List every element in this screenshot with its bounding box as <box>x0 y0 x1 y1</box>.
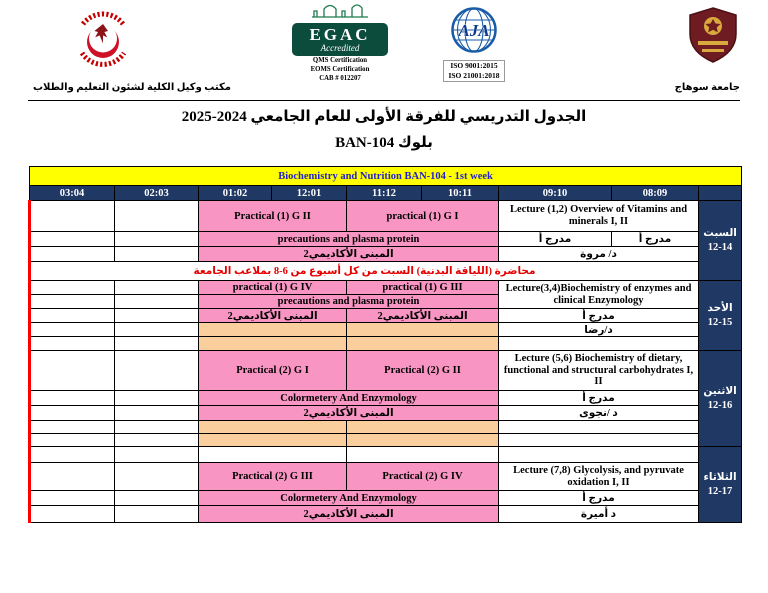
cell-practical: Practical (2) G IV <box>347 463 499 491</box>
cell-lecture: Lecture (7,8) Glycolysis, and pyruvate oxidation I, II <box>499 463 699 491</box>
table-title: Biochemistry and Nutrition BAN-104 - 1st week <box>30 167 742 186</box>
time-header-cell: 08:09 <box>612 186 699 201</box>
cell-empty <box>499 434 699 447</box>
aja-certification-block <box>424 6 524 83</box>
time-header-cell: 01:02 <box>199 186 272 201</box>
cell-empty <box>30 491 115 506</box>
day-date: 12-16 <box>707 399 733 411</box>
cell-practical: practical (1) G III <box>347 281 499 295</box>
egac-cert-line: QMS Certification <box>312 57 368 64</box>
time-header-cell: 10:11 <box>422 186 499 201</box>
university-logo <box>686 6 740 69</box>
cell-hall: مدرج أ <box>499 309 699 323</box>
cell-empty <box>30 201 115 232</box>
cell-empty <box>30 337 115 351</box>
cell-reserved <box>347 337 499 351</box>
cell-lecture: Lecture(3,4)Biochemistry of enzymes and clinical Enzymology <box>499 281 699 309</box>
time-header-cell: 12:01 <box>272 186 347 201</box>
cell-empty <box>115 337 199 351</box>
cell-empty <box>115 201 199 232</box>
cell-lecturer: د /نجوى <box>499 406 699 421</box>
cell-empty <box>30 309 115 323</box>
cell-empty <box>347 447 499 463</box>
egac-accredited-label: Accredited <box>320 43 360 53</box>
cell-topic: precautions and plasma protein <box>199 295 499 309</box>
egac-wordmark: EGAC <box>309 25 371 44</box>
cell-empty <box>30 295 115 309</box>
cell-lecture: Lecture (5,6) Biochemistry of dietary, functional and structural carbohydrates I, II <box>499 351 699 391</box>
cell-practical: practical (1) G IV <box>199 281 347 295</box>
cell-empty <box>30 323 115 337</box>
cell-hall: مدرج أ <box>612 232 699 247</box>
cell-reserved <box>199 323 347 337</box>
cell-practical: Practical (2) G I <box>199 351 347 391</box>
day-name: السبت <box>703 227 737 239</box>
cell-empty <box>115 421 199 434</box>
cell-empty <box>499 421 699 434</box>
day-cell <box>699 351 742 447</box>
cell-empty <box>115 232 199 247</box>
cell-reserved <box>347 421 499 434</box>
cell-empty <box>30 247 115 262</box>
day-cell <box>699 447 742 523</box>
cell-reserved <box>199 421 347 434</box>
cell-lecturer: د/ مروة <box>499 247 699 262</box>
cell-hall: مدرج أ <box>499 232 612 247</box>
egac-cert-line: CAB # 012207 <box>319 74 361 82</box>
cell-lecturer: د أميرة <box>499 506 699 523</box>
cell-empty <box>499 337 699 351</box>
cell-building: المبنى الأكاديمي2 <box>199 309 347 323</box>
cell-hall: مدرج أ <box>499 391 699 406</box>
cell-empty <box>499 447 699 463</box>
cell-empty <box>115 434 199 447</box>
cell-empty <box>30 447 115 463</box>
cell-reserved <box>347 323 499 337</box>
cell-empty <box>115 281 199 295</box>
cell-building: المبنى الأكاديمي2 <box>199 406 499 421</box>
cell-course: Colormetery And Enzymology <box>199 491 499 506</box>
egac-mosque-icon <box>312 3 368 18</box>
day-cell <box>699 201 742 281</box>
cell-empty <box>115 447 199 463</box>
cell-empty <box>30 506 115 523</box>
cell-empty <box>115 295 199 309</box>
day-name: الثلاثاء <box>703 471 737 483</box>
cell-empty <box>115 506 199 523</box>
college-logo <box>74 6 132 73</box>
university-name-label: جامعة سوهاج <box>674 82 740 93</box>
time-header-cell: 09:10 <box>499 186 612 201</box>
cell-empty <box>115 491 199 506</box>
schedule-table <box>28 166 742 523</box>
day-date: 12-14 <box>707 241 733 253</box>
cell-lecture: Lecture (1,2) Overview of Vitamins and minerals I, II <box>499 201 699 232</box>
cell-empty <box>115 463 199 491</box>
cell-empty <box>199 447 347 463</box>
cell-course: Colormetery And Enzymology <box>199 391 499 406</box>
cell-empty <box>30 232 115 247</box>
iso-line: ISO 9001:2015 <box>450 61 498 70</box>
cell-practical: Practical (1) G II <box>199 201 347 232</box>
cell-empty <box>30 351 115 391</box>
cell-empty <box>115 406 199 421</box>
egac-accreditation-block <box>288 3 392 83</box>
cell-empty <box>115 247 199 262</box>
cell-reserved <box>347 434 499 447</box>
cell-hall: مدرج أ <box>499 491 699 506</box>
cell-empty <box>30 463 115 491</box>
day-cell <box>699 281 742 351</box>
cell-building: المبنى الأكاديمي2 <box>199 506 499 523</box>
cell-practical: practical (1) G I <box>347 201 499 232</box>
cell-practical: Practical (2) G III <box>199 463 347 491</box>
time-header-cell: 02:03 <box>115 186 199 201</box>
office-label: مكتب وكيل الكلية لشئون التعليم والطلاب <box>33 82 231 93</box>
cell-empty <box>30 406 115 421</box>
header-divider <box>28 100 740 101</box>
day-date: 12-17 <box>707 485 733 497</box>
day-column-header <box>699 186 742 201</box>
page-title: الجدول التدريسي للفرقة الأولى للعام الجامعي 2024-2025 <box>181 109 587 125</box>
cell-empty <box>30 281 115 295</box>
aja-globe-logo <box>450 6 498 54</box>
day-name: الاثنين <box>703 385 737 397</box>
cell-lecturer: د/رضا <box>499 323 699 337</box>
cell-empty <box>30 434 115 447</box>
cell-building: المبنى الأكاديمي2 <box>347 309 499 323</box>
cell-empty <box>115 323 199 337</box>
block-subtitle: بلوك BAN-104 <box>335 135 433 151</box>
cell-empty <box>115 351 199 391</box>
time-header-cell: 11:12 <box>347 186 422 201</box>
egac-logo <box>292 23 388 56</box>
aja-wordmark: AJA <box>458 21 490 40</box>
time-header-cell: 03:04 <box>30 186 115 201</box>
day-name: الأحد <box>707 302 733 314</box>
cell-reserved <box>199 337 347 351</box>
cell-topic: precautions and plasma protein <box>199 232 499 247</box>
cell-reserved <box>199 434 347 447</box>
egac-cert-line: EOMS Certification <box>310 65 370 73</box>
cell-building: المبنى الأكاديمي2 <box>199 247 499 262</box>
iso-line: ISO 21001:2018 <box>448 71 500 81</box>
cell-note: محاضرة (اللياقة البدنية) السبت من كل أسبوع من 6-8 بملاعب الجامعة <box>30 262 699 281</box>
cell-empty <box>115 391 199 406</box>
cell-empty <box>30 391 115 406</box>
cell-empty <box>115 309 199 323</box>
cell-empty <box>30 421 115 434</box>
cell-practical: Practical (2) G II <box>347 351 499 391</box>
day-date: 12-15 <box>707 316 733 328</box>
